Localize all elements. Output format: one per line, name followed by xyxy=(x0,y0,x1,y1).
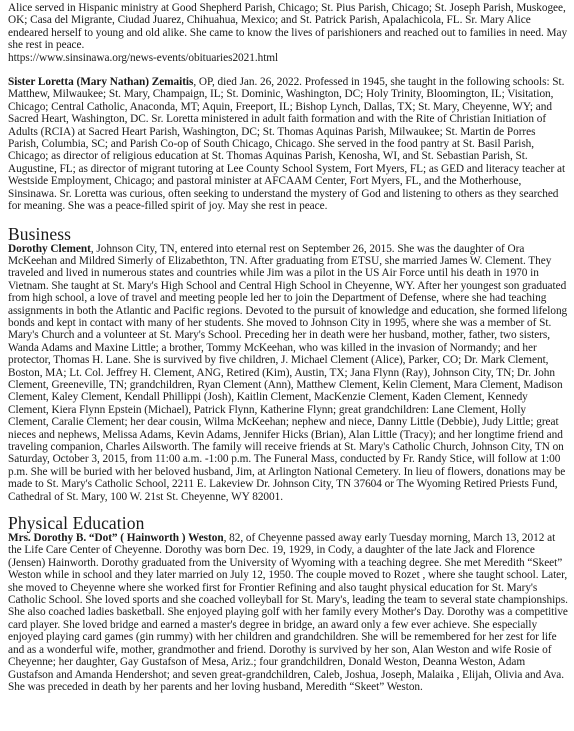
obituary-alice-text: Alice served in Hispanic ministry at Good Shepherd Parish, Chicago; St. Pius Parish, Chicago; St. Joseph Parish, Muskogee, OK; Casa del Migrante, Ciudad Juarez, Chihuahua, Mexico; and St. Patrick Parish, Apalachicola, FL. Sr. Mary Alice endeared herself to young and old alike. She came to know the lives of parishioners and reached out to families in need. May she rest in peace. xyxy=(8,2,568,52)
obituary-dorothy-weston xyxy=(8,532,568,693)
section-heading-physical-education: Physical Education xyxy=(8,513,145,534)
obituary-body: , 82, of Cheyenne passed away early Tuesday morning, March 13, 2012 at the Life Care Center of Cheyenne. Dorothy was born Dec. 19, 1929, in Cody, a daughter of the late Jack and Florence (Jensen) Hainworth. Dorothy graduated from the University of Wyoming with a teaching degree. She met Meredith “Skeet” Weston while in school and they later married on July 12, 1950. The couple moved to Rozet , where she taught school. Later, she moved to Cheyenne where she worked first for Frontier Refining and also taught physical education for St. Mary's Catholic School. She loved sports and she coached volleyball for St. Mary's, leading the team to several state championships. She also coached ladies basketball. She enjoyed playing golf with her family every Mother's Day. Dorothy was a competitive card player. She loved bridge and earned a master's degree in bridge, an award only a few ever achieve. She especially enjoyed playing card games (gin rummy) with her children and grandchildren. She will be remembered for her zest for life and as a wonderful wife, mother, grandmother and friend. Dorothy is survived by her son, Alan Weston and wife Rosie of Cheyenne; her daughter, Gay Gustafson of Mesa, Ariz.; four grandchildren, Donald Weston, Deanna Weston, Adam Gustafson and Amanda Hendershot; and seven great-grandchildren, Caleb, Joshua, Joseph, Malaika , Elijah, Olivia and Ava. She was preceded in death by her parents and her loving husband, Meredith “Skeet” Weston. xyxy=(8,532,568,693)
obituary-body: , Johnson City, TN, entered into eternal rest on September 26, 2015. She was the daughter of Ora McKeehan and Mildred Simerly of Elizabethton, TN. After graduating from ETSU, she married James W. Clement. They traveled and lived in numerous states and countries while Jim was a pilot in the US Air Force until his death in 1970 in Vietnam. She taught at St. Mary's High School and Central High School in Cheyenne, WY. After her youngest son graduated from high school, a love of travel and meeting people led her to join the Department of Defense, where she had teaching assignments in both the Atlantic and Pacific regions. Devoted to the pursuit of knowledge and education, she formed lifelong bonds and kept in contact with many of her students. She moved to Johnson City in 1995, where she was a member of St. Mary's Church and a volunteer at St. Mary's School. Preceding her in death were her husband, mother, father, two sisters, Wanda Adams and Maxine Little; a brother, Tommy McKeehan, who was killed in the invasion of Normandy; and her protector, Thomas H. Lane. She is survived by five children, J. Michael Clement (Alice), Parker, CO; Dr. Mark Clement, Boston, MA; Lt. Col. Jeffrey H. Clement, ANG, Retired (Kim), Austin, TX; Jana Flynn (Ray), Johnson City, TN; Dr. John Clement, Greeneville, TN; grandchildren, Ryan Clement (Ann), Matthew Clement, Kelin Clement, Mara Clement, Madison Clement, Kaley Clement, Kendall Phillippi (Josh), Kaitlin Clement, MacKenzie Clement, Kaden Clement, Kennedy Clement, Kiera Flynn Epstein (Michael), Patrick Flynn, Katherine Flynn; great grandchildren: Lane Clement, Holly Clement, Caralie Clement; her dear cousin, Wilma McKeehan; nephew and niece, Danny Little (Debbie), Judy Little; great nieces and nephews, Melissa Adams, Kevin Adams, Jennifer Hicks (Brian), Alan Little (Tracy); and her longtime friend and traveling companion, Charles Ailsworth. The family will receive friends at St. Mary's Catholic Church, Johnson City, TN on Saturday, October 3, 2015, from 11:00 a.m. -1:00 p.m. The Funeral Mass, conducted by Fr. Randy Stice, will follow at 1:00 p.m. She will be buried with her beloved husband, Jim, at Arlington National Cemetery. In lieu of flowers, donations may be made to St. Mary's Catholic School, 2211 E. Lakeview Dr. Johnson City, TN 37604 or The Wyoming Retired Priests Fund, Cathedral of St. Mary, 100 W. 21st St. Cheyenne, WY 82001. xyxy=(8,242,568,503)
obituary-name: Dorothy Clement xyxy=(8,242,91,255)
obituary-source-link: https://www.sinsinawa.org/news-events/obituaries2021.html xyxy=(8,51,279,64)
obituary-alice-continued xyxy=(8,2,568,64)
section-spacer xyxy=(8,213,568,226)
obituary-name: Sister Loretta (Mary Nathan) Zemaitis xyxy=(8,76,194,89)
paragraph-spacer xyxy=(8,64,568,76)
obituary-dorothy-clement xyxy=(8,243,568,504)
section-heading-business: Business xyxy=(8,223,72,244)
obituary-loretta xyxy=(8,76,568,212)
obituary-body: , OP, died Jan. 26, 2022. Professed in 1945, she taught in the following schools: St. Matthew, Milwaukee; St. Mary, Champaign, IL; St. Dominic, Washington, DC; Holy Trinity, Bloomington, IL; Visitation, Chicago; Central Catholic, Anaconda, MT; Aquin, Freeport, IL; Bishop Lynch, Dallas, TX; St. Mary, Cheyenne, WY; and Sacred Heart, Washington, DC. Sr. Loretta ministered in adult faith formation and with the Rite of Christian Initiation of Adults (RCIA) at Sacred Heart Parish, Washington, DC; St. Thomas Aquinas Parish, Milwaukee; St. Martin de Porres Parish, Columbia, SC; and Parish Co-op of South Chicago, Chicago. She served in the food pantry at St. Basil Parish, Chicago; as director of religious education at St. Thomas Aquinas Parish, Kenosha, WI, and St. Sebastian Parish, St. Augustine, FL; as director of migrant tutoring at Lee County School System, Fort Myers, FL; as GED and literacy teacher at Westside Employment, Chicago; and pastoral minister at AFCAAM Center, Fort Myers, FL, and the Motherhouse, Sinsinawa. Sr. Loretta was curious, often seeking to understand the mystery of God and listening to others as they searched for meaning. She was a peace-filled spirit of joy. May she rest in peace. xyxy=(8,76,566,213)
obituary-name: Mrs. Dorothy B. “Dot” ( Hainworth ) Weston xyxy=(8,532,224,545)
